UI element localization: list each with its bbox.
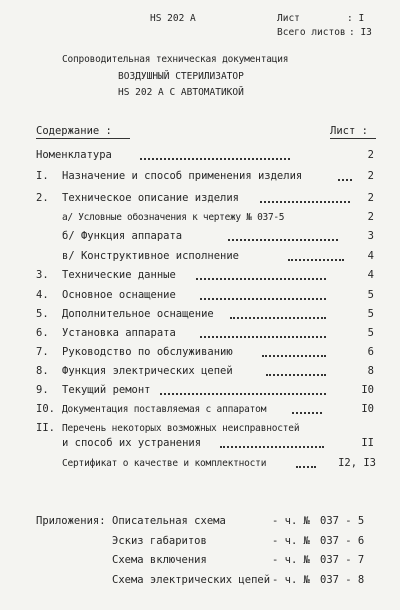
toc-label: Основное оснащение <box>62 289 176 301</box>
leader-dots <box>260 201 350 203</box>
toc-page: 3 <box>367 230 374 242</box>
toc-page: 5 <box>367 289 374 301</box>
appendix-code: 037 - 7 <box>320 554 365 566</box>
toc-page: 2 <box>367 211 374 223</box>
toc-number: 7. <box>36 346 49 358</box>
appendix-ref: - ч. № <box>272 515 310 527</box>
toc-number: 5. <box>36 308 49 320</box>
toc-label: Назначение и способ применения изделия <box>62 170 303 182</box>
leader-dots <box>292 412 322 414</box>
leader-dots <box>200 336 326 338</box>
appendices-heading: Приложения: <box>36 515 106 527</box>
leader-dots <box>140 158 290 160</box>
leader-dots <box>288 259 344 261</box>
leader-dots <box>266 374 326 376</box>
sheet-label: Лист <box>277 13 300 24</box>
leader-dots <box>262 355 326 357</box>
toc-page: I2, I3 <box>338 457 376 469</box>
appendix-label: Схема электрических цепей <box>112 574 271 586</box>
doc-title-line1: Сопроводительная техническая документация <box>62 54 289 65</box>
contents-heading-underline <box>36 138 130 139</box>
leader-dots <box>196 278 326 280</box>
toc-label: и способ их устранения <box>62 437 202 449</box>
sheet-number: : I <box>347 13 365 24</box>
toc-number: 3. <box>36 269 49 281</box>
toc-number: I. <box>36 170 49 182</box>
toc-label: Руководство по обслуживанию <box>62 346 233 358</box>
toc-page: 2 <box>367 170 374 182</box>
toc-number: I0. <box>36 403 55 415</box>
toc-label: Текущий ремонт <box>62 384 151 396</box>
leader-dots <box>230 317 326 319</box>
doc-code: HS 202 A <box>150 13 196 24</box>
sheet-column-underline <box>330 138 376 139</box>
toc-label: Перечень некоторых возможных неисправностей <box>62 423 300 434</box>
appendix-code: 037 - 8 <box>320 574 365 586</box>
leader-dots <box>220 446 324 448</box>
toc-label: Сертификат о качестве и комплектности <box>62 458 267 469</box>
toc-page: 4 <box>367 250 374 262</box>
toc-number: 8. <box>36 365 49 377</box>
leader-dots <box>296 466 316 468</box>
toc-page: I0 <box>361 403 374 415</box>
toc-label: Техническое описание изделия <box>62 192 240 204</box>
toc-label: Функция электрических цепей <box>62 365 233 377</box>
appendix-label: Схема включения <box>112 554 207 566</box>
toc-page: 6 <box>367 346 374 358</box>
toc-page: II <box>361 437 374 449</box>
toc-label: Номенклатура <box>36 149 112 161</box>
toc-label: б/ Функция аппарата <box>62 230 183 242</box>
sheet-column-heading: Лист : <box>330 125 368 137</box>
toc-label: Технические данные <box>62 269 176 281</box>
toc-number: II. <box>36 422 55 434</box>
appendix-ref: - ч. № <box>272 535 310 547</box>
leader-dots <box>160 393 326 395</box>
sheets-total-label: Всего листов <box>277 27 346 38</box>
appendix-ref: - ч. № <box>272 574 310 586</box>
leader-dots <box>228 239 338 241</box>
toc-label: в/ Конструктивное исполнение <box>62 250 240 262</box>
toc-page: I0 <box>361 384 374 396</box>
toc-page: 8 <box>367 365 374 377</box>
appendix-label: Эскиз габаритов <box>112 535 207 547</box>
toc-label: Установка аппарата <box>62 327 176 339</box>
toc-page: 2 <box>367 192 374 204</box>
toc-label: Дополнительное оснащение <box>62 308 214 320</box>
toc-number: 9. <box>36 384 49 396</box>
toc-label: Документация поставляемая с аппаратом <box>62 404 267 415</box>
appendix-code: 037 - 5 <box>320 515 365 527</box>
appendix-ref: - ч. № <box>272 554 310 566</box>
toc-page: 2 <box>367 149 374 161</box>
toc-number: 2. <box>36 192 49 204</box>
toc-label: а/ Условные обозначения к чертежу № 037-5 <box>62 212 285 223</box>
doc-title-line3: HS 202 A С АВТОМАТИКОЙ <box>118 87 244 98</box>
toc-page: 4 <box>367 269 374 281</box>
toc-number: 6. <box>36 327 49 339</box>
toc-page: 5 <box>367 327 374 339</box>
toc-number: 4. <box>36 289 49 301</box>
doc-title-line2: ВОЗДУШНЫЙ СТЕРИЛИЗАТОР <box>118 71 244 82</box>
leader-dots <box>200 298 326 300</box>
contents-heading: Содержание : <box>36 125 112 137</box>
appendix-label: Описательная схема <box>112 515 226 527</box>
appendix-code: 037 - 6 <box>320 535 365 547</box>
toc-page: 5 <box>367 308 374 320</box>
sheets-total: : I3 <box>349 27 372 38</box>
